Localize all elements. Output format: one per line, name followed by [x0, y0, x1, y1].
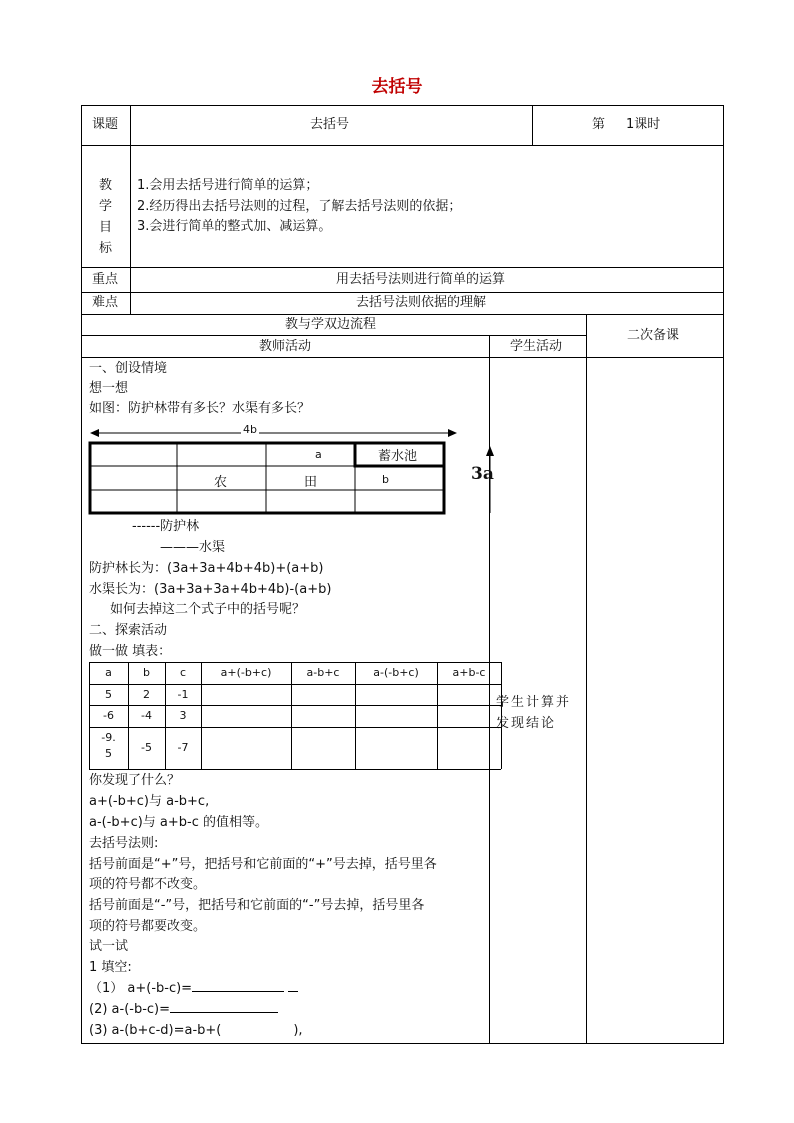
farm-label-1: 农	[214, 475, 228, 490]
teacher-activity-header: 教师活动	[259, 339, 312, 354]
cell-a-label: a	[315, 448, 322, 461]
rule-text: 项的符号都不改变。	[89, 877, 207, 892]
student-activity-text: 学生计算并发现结论	[496, 695, 572, 731]
table-border	[723, 105, 724, 1043]
section-heading: 二、探索活动	[89, 623, 168, 638]
height-label: 3a	[471, 464, 494, 484]
page-title: 去括号	[371, 77, 423, 97]
table-header: a-b+c	[306, 666, 340, 679]
table-cell: 3	[179, 709, 187, 722]
difficulty-label: 难点	[92, 295, 119, 310]
canal-length: 水渠长为：(3a+3a+3a+4b+4b)-(a+b)	[89, 582, 332, 597]
table-header: c	[179, 666, 187, 679]
table-cell: -7	[177, 741, 189, 754]
width-label: 4b	[243, 423, 257, 436]
second-prep-header: 二次备课	[627, 328, 680, 343]
answer-blank[interactable]	[192, 991, 284, 992]
finding-line: a-(-b+c)与 a+b-c 的值相等。	[89, 815, 268, 830]
objective-item: 1.会用去括号进行简单的运算；	[137, 178, 319, 193]
farm-label-2: 田	[304, 475, 318, 490]
student-activity-header: 学生活动	[510, 339, 563, 354]
section-heading: 一、创设情境	[89, 361, 168, 376]
think-label: 想一想	[89, 381, 129, 396]
table-header: a	[105, 666, 112, 679]
table-header: b	[143, 666, 150, 679]
table-cell: -6	[103, 709, 114, 722]
field-diagram	[86, 420, 506, 520]
objective-item: 2.经历得出去括号法则的过程，了解去括号法则的依据；	[137, 199, 462, 214]
objectives-label-1: 教	[99, 178, 113, 193]
table-border	[81, 267, 724, 268]
exercise-1-text: （1） a+(-b-c)=	[89, 981, 193, 996]
rule-text: 括号前面是“+”号，把括号和它前面的“+”号去掉，括号里各	[89, 857, 437, 872]
period-value: 1课时	[626, 117, 661, 132]
exercise-1	[89, 979, 298, 999]
bracket-question: 如何去掉这二个式子中的括号呢？	[110, 602, 306, 617]
table-cell: -5	[141, 741, 152, 754]
figure-question: 如图：防护林带有多长？水渠有多长？	[89, 401, 311, 416]
answer-blank[interactable]	[170, 1012, 278, 1013]
table-border	[81, 335, 586, 336]
forest-length: 防护林长为：(3a+3a+4b+4b)+(a+b)	[89, 561, 324, 576]
table-cell: 5	[105, 688, 112, 701]
table-cell: -1	[177, 688, 189, 701]
fill-heading: 1 填空:	[89, 960, 132, 975]
table-header: a+(-b+c)	[220, 666, 272, 679]
table-border	[532, 105, 533, 145]
table-cell: -9. 5	[101, 731, 116, 760]
difficulty-value: 去括号法则依据的理解	[356, 295, 487, 310]
rule-text: 项的符号都要改变。	[89, 919, 207, 934]
objective-item: 3.会进行简单的整式加、减运算。	[137, 219, 332, 234]
table-header: a-(-b+c)	[373, 666, 419, 679]
rule-title: 去括号法则:	[89, 836, 159, 851]
exercise-2	[89, 1000, 278, 1020]
table-border	[81, 357, 724, 358]
table-border	[81, 105, 724, 106]
pond-label: 蓄水池	[378, 449, 418, 464]
fill-table-label: 做一做 填表：	[89, 644, 172, 659]
objectives-label-4: 标	[99, 241, 113, 256]
exercise-3-end: ),	[293, 1023, 303, 1038]
topic-value: 去括号	[310, 117, 350, 132]
objectives-label-2: 学	[99, 199, 113, 214]
legend-forest: ------防护林	[132, 519, 200, 534]
exercise-3-text: (3) a-(b+c-d)=a-b+(	[89, 1023, 222, 1038]
table-header: a+b-c	[452, 666, 486, 679]
table-border	[81, 145, 724, 146]
table-cell: -4	[141, 709, 152, 722]
key-point-value: 用去括号法则进行简单的运算	[336, 272, 506, 287]
findings-question: 你发现了什么？	[89, 773, 181, 788]
objectives-label-3: 目	[99, 220, 113, 235]
table-border	[586, 314, 587, 1043]
flow-title: 教与学双边流程	[285, 317, 377, 332]
rule-text: 括号前面是“-”号，把括号和它前面的“-”号去掉，括号里各	[89, 898, 425, 913]
try-heading: 试一试	[89, 939, 129, 954]
table-border	[81, 105, 82, 1043]
finding-line: a+(-b+c)与 a-b+c,	[89, 794, 210, 809]
table-border	[81, 314, 724, 315]
table-cell: 2	[143, 688, 150, 701]
exercise-3	[89, 1021, 303, 1041]
key-point-label: 重点	[92, 272, 119, 287]
period-prefix: 第	[592, 117, 606, 132]
topic-label: 课题	[92, 117, 119, 132]
answer-blank[interactable]	[288, 991, 298, 992]
table-border	[81, 1043, 724, 1044]
table-border	[130, 105, 131, 314]
exercise-2-text: (2) a-(-b-c)=	[89, 1002, 171, 1017]
calc-table	[89, 662, 501, 770]
cell-b-label: b	[382, 473, 389, 486]
legend-canal: ———水渠	[160, 540, 226, 555]
